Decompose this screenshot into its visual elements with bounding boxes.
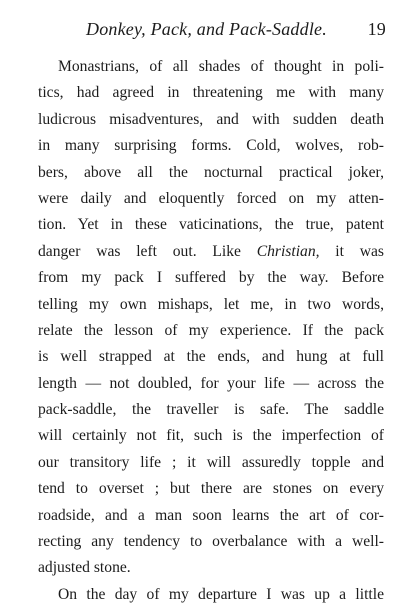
text-fragment: it was bbox=[319, 242, 384, 260]
paragraph-1 bbox=[38, 54, 384, 582]
text-line: adjusted stone. bbox=[38, 559, 131, 577]
text-line: our transitory life ; it will assuredly topple and bbox=[38, 453, 384, 471]
text-line: tics, had agreed in threatening me with many bbox=[38, 84, 384, 102]
text-line: bers, above all the nocturnal practical joker, bbox=[38, 163, 384, 181]
text-line: ludicrous misadventures, and with sudden death bbox=[38, 110, 384, 128]
text-fragment: danger was left out. Like bbox=[38, 242, 257, 260]
text-line bbox=[38, 239, 384, 265]
text-line: length — not doubled, for your life — across the bbox=[38, 374, 384, 392]
text-line: recting any tendency to overbalance with a well- bbox=[38, 533, 384, 551]
text-line: On the day of my departure I was up a little bbox=[58, 585, 384, 603]
running-header bbox=[86, 17, 386, 41]
text-line: Monastrians, of all shades of thought in poli- bbox=[58, 58, 384, 75]
text-line: is well strapped at the ends, and hung at full bbox=[38, 348, 384, 366]
text-line: in many surprising forms. Cold, wolves, rob- bbox=[38, 137, 384, 155]
text-line: tion. Yet in these vaticinations, the true, patent bbox=[38, 216, 384, 234]
text-line: relate the lesson of my experience. If the pack bbox=[38, 321, 384, 339]
running-title: Donkey, Pack, and Pack-Saddle. bbox=[86, 19, 327, 39]
page-body bbox=[38, 54, 384, 608]
page-number: 19 bbox=[367, 19, 386, 39]
text-line: from my pack I suffered by the way. Before bbox=[38, 269, 384, 287]
text-line: were daily and eloquently forced on my atten- bbox=[38, 189, 384, 207]
text-line: tend to overset ; but there are stones on every bbox=[38, 480, 384, 498]
italic-name: Christian, bbox=[256, 242, 320, 260]
text-line: pack-saddle, the traveller is safe. The saddle bbox=[38, 401, 384, 419]
paragraph-2 bbox=[38, 582, 384, 608]
text-line: will certainly not fit, such is the imperfection of bbox=[38, 427, 384, 445]
text-line: telling my own mishaps, let me, in two words, bbox=[38, 295, 384, 313]
text-line: roadside, and a man soon learns the art of cor- bbox=[38, 506, 384, 524]
